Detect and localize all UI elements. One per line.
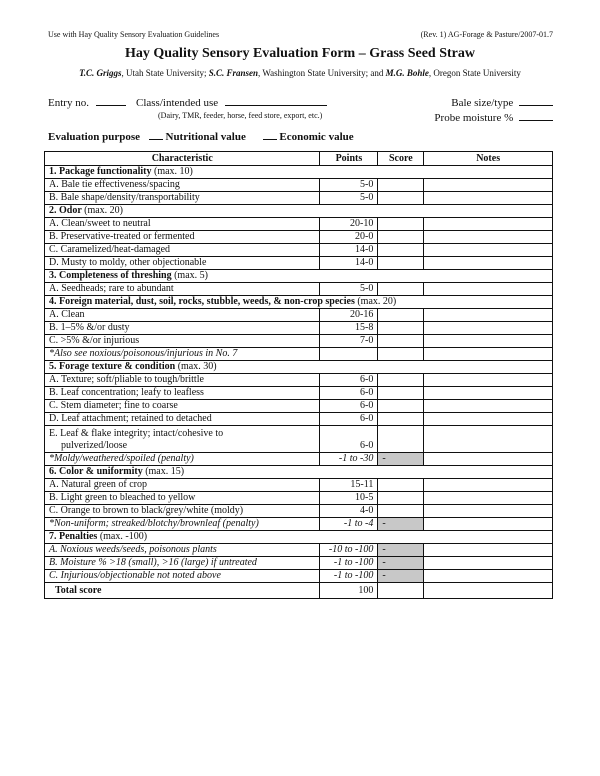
section-row [45, 205, 553, 218]
score-cell[interactable] [378, 413, 424, 426]
item-points: -1 to -100 [320, 570, 378, 583]
item-points: 6-0 [320, 413, 378, 426]
notes-cell[interactable] [424, 192, 553, 205]
item-label-cont: pulverized/loose [61, 440, 128, 451]
item-label-multiline [45, 426, 320, 453]
table-row [45, 479, 553, 492]
item-points: 5-0 [320, 192, 378, 205]
notes-cell[interactable] [424, 479, 553, 492]
item-label: D. Musty to moldy, other objectionable [45, 257, 320, 270]
section-row [45, 166, 553, 179]
notes-cell[interactable] [424, 570, 553, 583]
col-score: Score [378, 152, 424, 166]
notes-cell[interactable] [424, 505, 553, 518]
score-cell[interactable] [378, 335, 424, 348]
notes-cell[interactable] [424, 257, 553, 270]
score-cell[interactable] [378, 479, 424, 492]
notes-cell[interactable] [424, 557, 553, 570]
notes-cell[interactable] [424, 413, 553, 426]
table-row [45, 322, 553, 335]
item-points: 5-0 [320, 283, 378, 296]
score-cell[interactable] [378, 192, 424, 205]
table-row [45, 231, 553, 244]
score-cell[interactable] [378, 244, 424, 257]
section-title: 5. Forage texture & condition (max. 30) [45, 361, 553, 374]
header-left-note: Use with Hay Quality Sensory Evaluation Guidelines [48, 30, 220, 39]
score-cell[interactable] [378, 492, 424, 505]
author-3-inst: , Oregon State University [428, 68, 521, 78]
table-row [45, 335, 553, 348]
notes-cell[interactable] [424, 244, 553, 257]
item-label: D. Leaf attachment; retained to detached [45, 413, 320, 426]
score-cell[interactable] [378, 179, 424, 192]
penalty-label: A. Noxious weeds/seeds, poisonous plants [45, 544, 320, 557]
total-label: Total score [45, 583, 320, 599]
item-label: B. Bale shape/density/transportability [45, 192, 320, 205]
item-points: 20-10 [320, 218, 378, 231]
moisture-label: Probe moisture % [434, 112, 514, 124]
notes-cell[interactable] [424, 387, 553, 400]
score-cell[interactable] [378, 322, 424, 335]
authors-line [0, 68, 600, 78]
table-row [45, 179, 553, 192]
penalty-score-cell[interactable] [378, 518, 424, 531]
class-blank[interactable] [225, 95, 327, 106]
class-label: Class/intended use [136, 97, 219, 109]
table-row [45, 283, 553, 296]
total-score-cell[interactable] [378, 583, 424, 599]
penalty-label: *Non-uniform; streaked/blotchy/brownleaf (penalty) [45, 518, 320, 531]
notes-cell[interactable] [424, 374, 553, 387]
section-title: 7. Penalties (max. -100) [45, 531, 553, 544]
item-label: C. >5% &/or injurious [45, 335, 320, 348]
form-title: Hay Quality Sensory Evaluation Form – Grass Seed Straw [124, 46, 475, 61]
item-points: 6-0 [320, 387, 378, 400]
notes-cell[interactable] [424, 492, 553, 505]
item-points: 14-0 [320, 244, 378, 257]
item-note: *Also see noxious/poisonous/injurious in No. 7 [45, 348, 320, 361]
table-row [45, 492, 553, 505]
item-points: -1 to -4 [320, 518, 378, 531]
penalty-score-cell[interactable] [378, 557, 424, 570]
col-points: Points [320, 152, 378, 166]
item-label: A. Texture; soft/pliable to tough/brittle [45, 374, 320, 387]
section-title: 6. Color & uniformity (max. 15) [45, 466, 553, 479]
item-points: 15-8 [320, 322, 378, 335]
bale-blank[interactable] [519, 95, 553, 106]
table-row [45, 413, 553, 426]
score-cell[interactable] [378, 374, 424, 387]
table-row [45, 400, 553, 413]
penalty-score-cell[interactable] [378, 544, 424, 557]
author-2: S.C. Fransen [208, 68, 259, 78]
score-cell[interactable] [378, 348, 424, 361]
penalty-label: C. Injurious/objectionable not noted above [45, 570, 320, 583]
item-label: A. Clean/sweet to neutral [45, 218, 320, 231]
total-points: 100 [320, 583, 378, 599]
author-2-inst: , Washington State University; and [258, 68, 386, 78]
table-row [45, 453, 553, 466]
item-points: 20-16 [320, 309, 378, 322]
notes-cell[interactable] [424, 426, 553, 453]
table-row [45, 374, 553, 387]
table-row [45, 348, 553, 361]
item-points: 5-0 [320, 179, 378, 192]
item-label: B. Preservative-treated or fermented [45, 231, 320, 244]
score-cell[interactable] [378, 231, 424, 244]
notes-cell[interactable] [424, 309, 553, 322]
score-cell[interactable] [378, 218, 424, 231]
notes-cell[interactable] [424, 400, 553, 413]
notes-cell[interactable] [424, 453, 553, 466]
purpose-nutritional-check[interactable] [149, 129, 163, 140]
section-title: 1. Package functionality (max. 10) [45, 166, 553, 179]
notes-cell[interactable] [424, 335, 553, 348]
section-row [45, 531, 553, 544]
moisture-blank[interactable] [519, 110, 553, 121]
item-label: C. Caramelized/heat-damaged [45, 244, 320, 257]
section-row [45, 466, 553, 479]
section-row [45, 296, 553, 309]
author-1: T.C. Griggs [79, 68, 122, 78]
table-row [45, 570, 553, 583]
item-label: A. Natural green of crop [45, 479, 320, 492]
item-points: -10 to -100 [320, 544, 378, 557]
class-hint: (Dairy, TMR, feeder, horse, feed store, export, etc.) [158, 111, 323, 120]
moisture-field[interactable] [434, 110, 553, 124]
section-row [45, 270, 553, 283]
notes-cell[interactable] [424, 231, 553, 244]
entry-no-blank[interactable] [96, 95, 126, 106]
bale-field[interactable] [451, 95, 553, 109]
class-field[interactable] [136, 95, 327, 109]
evaluation-table [44, 151, 553, 599]
notes-cell[interactable] [424, 322, 553, 335]
item-points: 15-11 [320, 479, 378, 492]
section-title: 3. Completeness of threshing (max. 5) [45, 270, 553, 283]
purpose-economic-check[interactable] [263, 129, 277, 140]
notes-cell[interactable] [424, 348, 553, 361]
table-row [45, 426, 553, 453]
penalty-score-cell[interactable] [378, 453, 424, 466]
author-1-inst: , Utah State University; [121, 68, 209, 78]
table-row [45, 557, 553, 570]
score-cell[interactable] [378, 505, 424, 518]
table-row [45, 192, 553, 205]
table-header-row [45, 152, 553, 166]
penalty-label: *Moldy/weathered/spoiled (penalty) [45, 453, 320, 466]
score-cell[interactable] [378, 309, 424, 322]
entry-no-label: Entry no. [48, 97, 89, 109]
item-points: 6-0 [320, 400, 378, 413]
item-label: B. 1–5% &/or dusty [45, 322, 320, 335]
notes-cell[interactable] [424, 179, 553, 192]
item-points: 7-0 [320, 335, 378, 348]
table-row [45, 544, 553, 557]
item-label: B. Leaf concentration; leafy to leafless [45, 387, 320, 400]
score-cell[interactable] [378, 387, 424, 400]
item-label: C. Orange to brown to black/grey/white (moldy) [45, 505, 320, 518]
item-points: 6-0 [320, 426, 378, 453]
section-title: 2. Odor (max. 20) [45, 205, 553, 218]
table-row [45, 309, 553, 322]
total-row [45, 583, 553, 599]
table-row [45, 387, 553, 400]
purpose-label: Evaluation purpose [48, 131, 140, 143]
item-points: -1 to -30 [320, 453, 378, 466]
purpose-nutritional-label: Nutritional value [165, 131, 246, 143]
section-title: 4. Foreign material, dust, soil, rocks, stubble, weeds, & non-crop species (max. 20) [45, 296, 553, 309]
bale-label: Bale size/type [451, 97, 514, 109]
notes-cell[interactable] [424, 544, 553, 557]
purpose-economic-label: Economic value [279, 131, 354, 143]
col-characteristic: Characteristic [45, 152, 320, 166]
item-points: -1 to -100 [320, 557, 378, 570]
entry-no-field[interactable] [48, 95, 126, 109]
total-notes-cell[interactable] [424, 583, 553, 599]
notes-cell[interactable] [424, 518, 553, 531]
table-row [45, 257, 553, 270]
item-label: A. Bale tie effectiveness/spacing [45, 179, 320, 192]
table-row [45, 505, 553, 518]
item-label: A. Seedheads; rare to abundant [45, 283, 320, 296]
item-points: 6-0 [320, 374, 378, 387]
table-row [45, 244, 553, 257]
table-row [45, 218, 553, 231]
table-row [45, 518, 553, 531]
penalty-score-cell[interactable] [378, 570, 424, 583]
col-notes: Notes [424, 152, 553, 166]
score-cell[interactable] [378, 257, 424, 270]
item-points: 10-5 [320, 492, 378, 505]
score-cell[interactable] [378, 283, 424, 296]
header-revision: (Rev. 1) AG-Forage & Pasture/2007-01.7 [420, 30, 553, 39]
score-cell[interactable] [378, 426, 424, 453]
penalty-label: B. Moisture % >18 (small), >16 (large) if untreated [45, 557, 320, 570]
item-label: C. Stem diameter; fine to coarse [45, 400, 320, 413]
item-points: 4-0 [320, 505, 378, 518]
item-points: 20-0 [320, 231, 378, 244]
notes-cell[interactable] [424, 218, 553, 231]
author-3: M.G. Bohle [385, 68, 429, 78]
item-points: 14-0 [320, 257, 378, 270]
item-label: E. Leaf & flake integrity; intact/cohesive to [49, 428, 224, 439]
notes-cell[interactable] [424, 283, 553, 296]
score-cell[interactable] [378, 400, 424, 413]
item-label: A. Clean [45, 309, 320, 322]
item-points [320, 348, 378, 361]
section-row [45, 361, 553, 374]
item-label: B. Light green to bleached to yellow [45, 492, 320, 505]
evaluation-purpose [48, 129, 354, 143]
